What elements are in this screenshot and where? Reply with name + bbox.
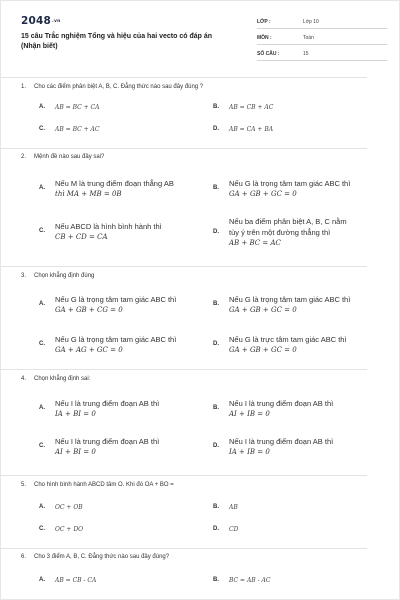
option-letter: B. xyxy=(213,185,219,191)
meta-panel xyxy=(257,16,387,64)
option-line-2: thì MA + MB = 0B xyxy=(55,190,122,198)
divider xyxy=(1,369,367,370)
site-logo[interactable] xyxy=(21,15,60,27)
title-line-2: (Nhận biết) xyxy=(21,42,58,50)
question-prompt: Cho 3 điểm A, B, C. Đẳng thức nào sau đây đúng? xyxy=(34,554,170,560)
option-math: AB xyxy=(229,504,238,511)
option-math: AB = BC + AC xyxy=(55,126,100,133)
question-number: 1. xyxy=(21,84,27,90)
question-number: 3. xyxy=(21,273,27,279)
option-math: OC + OB xyxy=(55,504,83,511)
option-line-1: Nếu I là trung điểm đoạn AB thì xyxy=(55,399,160,408)
option-letter: B. xyxy=(213,405,219,411)
question-text xyxy=(21,482,174,488)
question-number: 4. xyxy=(21,376,27,382)
option-math: AB = CB + AC xyxy=(229,104,274,111)
question-prompt: Cho hình bình hành ABCD tâm O. Khi đó OA + BO = xyxy=(34,482,174,488)
logo-text: 2048 xyxy=(21,15,52,27)
option-line-1: Nếu G là trọng tâm tam giác ABC thì xyxy=(229,179,351,188)
option-letter: A. xyxy=(39,185,45,191)
option-line-2: GA + AG + GC = 0 xyxy=(55,346,123,354)
option-letter: D. xyxy=(213,126,219,132)
option-letter: C. xyxy=(39,443,45,449)
option-letter: A. xyxy=(39,104,45,110)
meta-row-class xyxy=(257,16,387,29)
option-letter: B. xyxy=(213,577,219,583)
option-math: OC + DO xyxy=(55,526,84,533)
question-text xyxy=(21,554,169,560)
question-number: 6. xyxy=(21,554,27,560)
option-line-1: Nếu I là trung điểm đoạn AB thì xyxy=(229,437,334,446)
option-letter: C. xyxy=(39,341,45,347)
question-prompt: Mệnh đề nào sau đây sai? xyxy=(34,154,105,160)
question-prompt: Chọn khẳng định đúng xyxy=(34,273,95,279)
option-line-2: CB + CD = CA xyxy=(55,233,108,241)
logo-suffix: .vn xyxy=(52,19,61,24)
option-line-2: GA + GB + GC = 0 xyxy=(229,346,297,354)
option-line-1: Nếu I là trung điểm đoạn AB thì xyxy=(55,437,160,446)
option-line-1: Nếu G là trọng tâm tam giác ABC thì xyxy=(229,295,351,304)
question-prompt: Cho các điểm phân biệt A, B, C. Đẳng thức nào sau đây đúng ? xyxy=(34,84,204,90)
option-line-1: Nếu G là trọng tâm tam giác ABC thì xyxy=(55,335,177,344)
divider xyxy=(1,148,367,149)
option-line-1: Nếu G là trực tâm tam giác ABC thì xyxy=(229,335,347,344)
option-line-2: AI + IB = 0 xyxy=(229,410,270,418)
option-letter: A. xyxy=(39,577,45,583)
question-prompt: Chọn khẳng định sai: xyxy=(34,376,91,382)
meta-row-count xyxy=(257,48,387,61)
divider xyxy=(1,77,367,78)
meta-row-subject xyxy=(257,32,387,45)
option-letter: D. xyxy=(213,526,219,532)
option-line-2: IA + IB = 0 xyxy=(229,448,270,456)
meta-value: Toán xyxy=(303,35,314,41)
header xyxy=(21,15,387,61)
option-letter: C. xyxy=(39,228,45,234)
option-math: AB = BC + CA xyxy=(55,104,100,111)
option-line-1: Nếu ba điểm phân biệt A, B, C nằm xyxy=(229,217,347,226)
divider xyxy=(1,548,367,549)
option-math: BC = AB - AC xyxy=(229,577,271,584)
meta-value: Lớp 10 xyxy=(303,19,319,25)
option-line-2: IA + BI = 0 xyxy=(55,410,96,418)
option-letter: D. xyxy=(213,443,219,449)
meta-key: MÔN : xyxy=(257,35,272,41)
option-letter: B. xyxy=(213,301,219,307)
meta-key: LỚP : xyxy=(257,19,271,25)
option-line-3: AB + BC = AC xyxy=(229,239,281,247)
option-letter: A. xyxy=(39,504,45,510)
option-line-1: Nếu ABCD là hình bình hành thì xyxy=(55,222,162,231)
option-letter: D. xyxy=(213,341,219,347)
question-text xyxy=(21,84,203,90)
option-line-1: Nếu I là trung điểm đoạn AB thì xyxy=(229,399,334,408)
option-letter: D. xyxy=(213,229,219,235)
option-line-2: GA + GB + GC = 0 xyxy=(229,306,297,314)
option-letter: A. xyxy=(39,405,45,411)
option-math: CD xyxy=(229,526,239,533)
divider xyxy=(1,266,367,267)
meta-key: SỐ CÂU : xyxy=(257,51,280,57)
title-line-1: 15 câu Trắc nghiệm Tổng và hiệu của hai vecto có đáp án xyxy=(21,33,212,40)
option-line-1: Nếu G là trọng tâm tam giác ABC thì xyxy=(55,295,177,304)
option-letter: B. xyxy=(213,504,219,510)
option-letter: B. xyxy=(213,104,219,110)
option-line-1: Nếu M là trung điểm đoạn thẳng AB xyxy=(55,179,174,188)
question-text xyxy=(21,154,104,160)
option-math: AB = CA + BA xyxy=(229,126,274,133)
option-math: AB = CB - CA xyxy=(55,577,97,584)
option-line-2: AI + BI = 0 xyxy=(55,448,96,456)
option-letter: C. xyxy=(39,526,45,532)
option-line-2: GA + GB + CG = 0 xyxy=(55,306,123,314)
question-text xyxy=(21,376,90,382)
question-number: 5. xyxy=(21,482,27,488)
question-text xyxy=(21,273,94,279)
question-number: 2. xyxy=(21,154,27,160)
divider xyxy=(1,475,367,476)
option-letter: A. xyxy=(39,301,45,307)
option-line-2: GA + GB + GC = 0 xyxy=(229,190,297,198)
worksheet-title xyxy=(21,32,236,51)
option-line-2: tùy ý trên một đường thẳng thì xyxy=(229,228,331,237)
meta-value: 15 xyxy=(303,51,309,57)
option-letter: C. xyxy=(39,126,45,132)
